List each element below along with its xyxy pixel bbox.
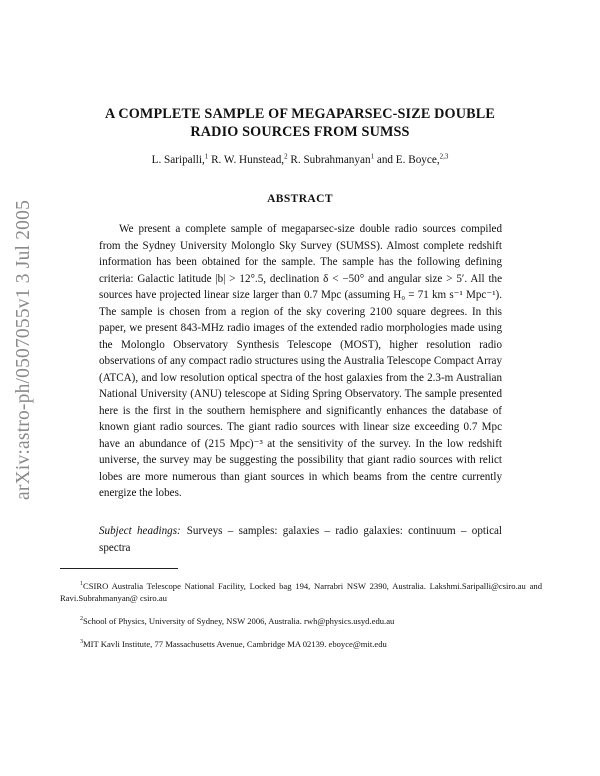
footnote [60,578,542,604]
footnote-divider [60,568,178,569]
footnote-mark: 3 [80,639,83,646]
author-affiliation-mark: 1 [370,152,375,160]
subject-headings-label: Subject headings: [99,525,181,537]
footnote-mark: 2 [80,616,83,623]
subject-headings [99,523,502,556]
footnote-text: MIT Kavli Institute, 77 Massachusetts Avenue, Cambridge MA 02139. eboyce@mit.edu [83,639,387,650]
title-line-2: RADIO SOURCES FROM SUMSS [190,124,410,140]
footnote-mark: 1 [80,581,83,587]
arxiv-identifier[interactable]: arXiv:astro-ph/0507055v1 3 Jul 2005 [13,199,34,500]
author-affiliation-mark: 1 [204,152,209,160]
author [377,154,449,166]
author-name: R. Subrahmanyan [290,153,371,166]
abstract-text: We present a complete sample of megaparsec-size double radio sources compiled from the Sydney University Molonglo Sky Survey (SUMSS). Almost complete redshift information has been obtained for the sample. The sample has the following defining criteria: Galactic latitude |b| > 12°.5, declination δ < −50° and angular size > 5′. All the sources have projected linear size larger than 0.7 Mpc (assuming H₀ = 71 km s⁻¹ Mpc⁻¹). The sample is chosen from a region of the sky covering 2100 square degrees. In this paper, we present 843-MHz radio images of the extended radio morphologies made using the Molonglo Observatory Synthesis Telescope (MOST), higher resolution radio observations of any compact radio structures using the Australia Telescope Compact Array (ATCA), and low resolution optical spectra of the host galaxies from the 2.3-m Australian National University (ANU) telescope at Siding Spring Observatory. The sample presented here is the first in the southern hemisphere and significantly enhances the database of known giant radio sources. The giant radio sources with linear size exceeding 0.7 Mpc have an abundance of (215 Mpc)⁻³ at the sensitivity of the survey. In the low redshift universe, the survey may be suggesting the possibility that giant radio sources with relict lobes are more numerous than giant sources in which beams from the centre currently energize the lobes. [99,223,502,499]
author-affiliation-mark: 2,3 [439,152,449,160]
author-affiliation-mark: 2 [284,152,288,160]
author [290,154,374,166]
abstract-heading: ABSTRACT [267,193,333,205]
paper-title [60,105,540,141]
subject-headings-text: Surveys – samples: galaxies – radio galaxies: continuum – optical spectra [99,525,502,554]
footnotes [60,578,542,659]
author-list [60,152,540,166]
title-line-1: A COMPLETE SAMPLE OF MEGAPARSEC-SIZE DOUBLE [105,106,495,122]
author-name: and E. Boyce, [376,153,440,166]
footnote-text: School of Physics, University of Sydney, NSW 2006, Australia. rwh@physics.usyd.edu.au [83,616,395,627]
author [211,154,288,166]
author-name: R. W. Hunstead, [211,153,285,166]
author-name: L. Saripalli, [151,153,205,166]
footnote [60,636,542,650]
footnote-text: CSIRO Australia Telescope National Facility, Locked bag 194, Narrabri NSW 2390, Australia. Lakshmi.Saripalli@csiro.au and Ravi.Subrahmanyan@ csiro.au [60,580,542,604]
author [152,154,209,166]
footnote [60,613,542,627]
